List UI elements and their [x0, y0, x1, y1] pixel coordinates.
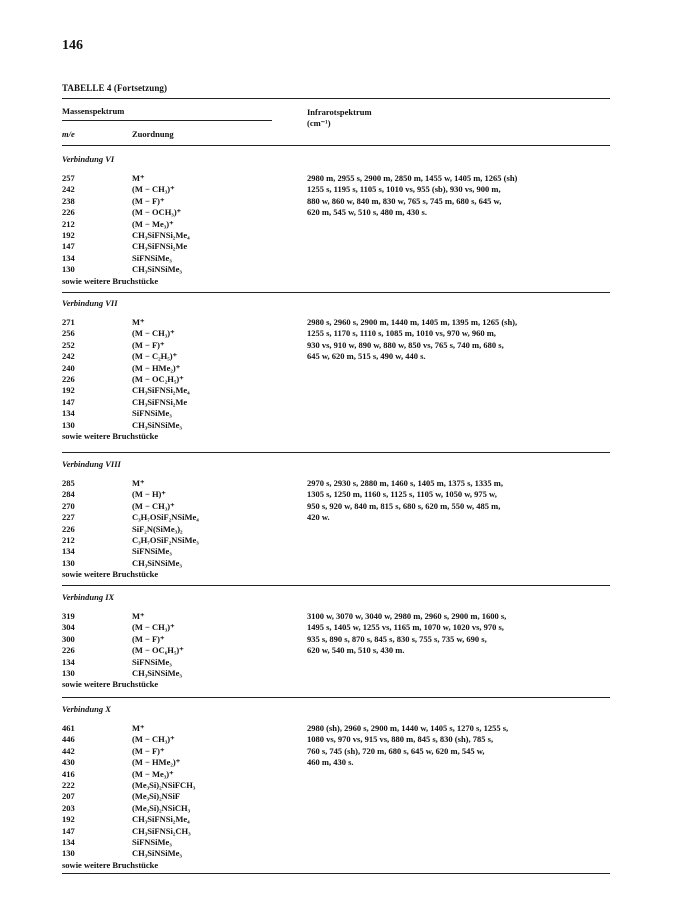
mass-rows: [62, 723, 622, 871]
me-value: 284: [62, 489, 75, 500]
me-value: 192: [62, 385, 75, 396]
fragment-assignment: M⁺: [132, 611, 145, 621]
mass-row: [62, 668, 622, 679]
me-value: 212: [62, 534, 75, 545]
mass-row: [62, 837, 622, 848]
fragment-assignment: (M − F)⁺: [132, 745, 165, 756]
mass-row: [62, 657, 622, 668]
mass-row: [62, 374, 622, 385]
section-title: Verbindung VI: [62, 154, 115, 164]
mass-row: [62, 264, 622, 275]
ir-spectrum-text: [307, 173, 637, 219]
fragment-assignment: (M − OC₂H₅)⁺: [132, 373, 184, 384]
mass-row: [62, 546, 622, 557]
compound-section-ix: [62, 591, 622, 691]
fragment-assignment: (M − CH₃)⁺: [132, 500, 175, 511]
mass-row: [62, 780, 622, 791]
ir-line: 460 m, 430 s.: [307, 757, 354, 768]
fragment-assignment: (Me₃Si)₂NSiF: [132, 791, 181, 802]
mass-row: [62, 397, 622, 408]
fragment-assignment: (M − CH₃)⁺: [132, 734, 175, 745]
me-value: 203: [62, 802, 75, 813]
fragment-assignment: (M − HMe₂)⁺: [132, 757, 181, 768]
table-end-rule: [62, 873, 610, 874]
me-value: 442: [62, 745, 75, 756]
me-value: 222: [62, 779, 75, 790]
me-value: 130: [62, 557, 75, 568]
me-value: 130: [62, 264, 75, 275]
table-title: TABELLE 4 (Fortsetzung): [62, 83, 168, 93]
me-value: 192: [62, 814, 75, 825]
header-assignment: Zuordnung: [132, 129, 174, 139]
mass-row: [62, 253, 622, 264]
mass-row: [62, 791, 622, 802]
fragment-assignment: (M − Me₃)⁺: [132, 768, 174, 779]
fragment-assignment: (Me₃Si)₂NSiCH₃: [132, 802, 191, 813]
me-value: 134: [62, 252, 75, 263]
me-value: 212: [62, 218, 75, 229]
fragment-assignment: CH₃SiFNSi₂CH₃: [132, 825, 191, 836]
mass-row: [62, 363, 622, 374]
me-value: 147: [62, 825, 75, 836]
further-fragments-note: sowie weitere Bruchstücke: [62, 859, 159, 870]
mass-rows: [62, 317, 622, 442]
fragment-assignment: M⁺: [132, 173, 145, 183]
me-value: 134: [62, 408, 75, 419]
fragment-assignment: (M − CH₃)⁺: [132, 184, 175, 195]
fragment-assignment: CH₃SiFNSi₂Me: [132, 396, 188, 407]
me-value: 130: [62, 667, 75, 678]
compound-section-viii: [62, 458, 622, 581]
section-title: Verbindung IX: [62, 592, 115, 602]
further-fragments-note: sowie weitere Bruchstücke: [62, 569, 159, 580]
mass-row: [62, 219, 622, 230]
top-rule: [62, 98, 610, 99]
me-value: 252: [62, 339, 75, 350]
me-value: 238: [62, 195, 75, 206]
fragment-assignment: (M − H)⁺: [132, 489, 166, 500]
fragment-assignment: SiFNSiMe₃: [132, 408, 172, 419]
fragment-assignment: CH₃SiFNSi₂Me: [132, 241, 188, 252]
ir-spectrum-text: [307, 317, 637, 363]
me-value: 242: [62, 351, 75, 362]
ir-line: 2970 s, 2930 s, 2880 m, 1460 s, 1405 m, 1375 s, 1335 m,: [307, 478, 503, 488]
mass-row: [62, 814, 622, 825]
ir-line: 1255 s, 1195 s, 1105 s, 1010 vs, 955 (sb), 930 vs, 900 m,: [307, 184, 501, 195]
fragment-assignment: SiFNSiMe₃: [132, 546, 172, 557]
compound-section-vi: [62, 153, 622, 287]
header-ir-spectrum: Infrarotspektrum: [307, 107, 372, 117]
ir-line: 2980 m, 2955 s, 2900 m, 2850 m, 1455 w, 1405 m, 1265 (sh): [307, 173, 518, 183]
section-divider: [62, 452, 610, 453]
me-value: 226: [62, 645, 75, 656]
fragment-assignment: (M − HMe₂)⁺: [132, 362, 181, 373]
me-value: 285: [62, 478, 75, 488]
ir-line: 2980 s, 2960 s, 2900 m, 1440 m, 1405 m, 1395 m, 1265 (sh),: [307, 317, 518, 327]
fragment-assignment: SiFNSiMe₃: [132, 252, 172, 263]
mass-row: [62, 558, 622, 569]
me-value: 227: [62, 512, 75, 523]
header-me: m/e: [62, 129, 75, 139]
header-bottom-rule: [62, 145, 610, 146]
me-value: 300: [62, 633, 75, 644]
me-value: 130: [62, 419, 75, 430]
mass-row: [62, 230, 622, 241]
fragment-assignment: CH₃SiFNSi₂Me₄: [132, 814, 190, 825]
ir-line: 1305 s, 1250 m, 1160 s, 1125 s, 1105 w, 1050 w, 975 w,: [307, 489, 497, 500]
fragment-assignment: (M − CH₃)⁺: [132, 622, 175, 633]
mass-row: [62, 241, 622, 252]
mass-row: [62, 769, 622, 780]
fragment-assignment: SiFNSiMe₃: [132, 656, 172, 667]
fragment-assignment: CH₃SiNSiMe₃: [132, 667, 182, 678]
ir-line: 1080 vs, 970 vs, 915 vs, 880 m, 845 s, 830 (sh), 785 s,: [307, 734, 494, 745]
fragment-assignment: C₃H₇OSiF₂NSiMe₄: [132, 512, 199, 523]
ir-line: 880 w, 860 w, 840 m, 830 w, 765 s, 745 m, 680 s, 645 w,: [307, 195, 502, 206]
me-value: 319: [62, 611, 75, 621]
section-title: Verbindung VII: [62, 298, 118, 308]
ir-line: 420 w.: [307, 512, 330, 523]
further-fragments-note: sowie weitere Bruchstücke: [62, 430, 159, 441]
fragment-assignment: (M − F)⁺: [132, 339, 165, 350]
ir-line: 620 m, 545 w, 510 s, 480 m, 430 s.: [307, 207, 427, 218]
section-title: Verbindung VIII: [62, 459, 121, 469]
fragment-assignment: (Me₃Si)₂NSiFCH₃: [132, 779, 196, 790]
ir-line: 3100 w, 3070 w, 3040 w, 2980 m, 2960 s, 2900 m, 1600 s,: [307, 611, 507, 621]
fragment-assignment: CH₃SiFNSi₂Me₄: [132, 229, 190, 240]
section-divider: [62, 292, 610, 293]
ir-line: 935 s, 890 s, 870 s, 845 s, 830 s, 755 s, 735 w, 690 s,: [307, 633, 487, 644]
section-divider: [62, 697, 610, 698]
me-value: 207: [62, 791, 75, 802]
me-value: 270: [62, 500, 75, 511]
fragment-assignment: M⁺: [132, 317, 145, 327]
me-value: 430: [62, 757, 75, 768]
fragment-assignment: CH₃SiNSiMe₃: [132, 848, 182, 859]
mass-row: [62, 408, 622, 419]
further-fragments-note: sowie weitere Bruchstücke: [62, 275, 159, 286]
fragment-assignment: C₃H₇OSiF₂NSiMe₃: [132, 534, 199, 545]
mass-rows: [62, 173, 622, 287]
header-subrule: [62, 120, 272, 121]
ir-line: 950 s, 920 w, 840 m, 815 s, 680 s, 620 m, 550 w, 485 m,: [307, 500, 501, 511]
me-value: 240: [62, 362, 75, 373]
mass-rows: [62, 611, 622, 691]
fragment-assignment: (M − F)⁺: [132, 633, 165, 644]
mass-row: [62, 524, 622, 535]
me-value: 147: [62, 241, 75, 252]
me-value: 304: [62, 622, 75, 633]
me-value: 257: [62, 173, 75, 183]
page-number: 146: [62, 38, 83, 53]
ir-line: 2980 (sh), 2960 s, 2900 m, 1440 w, 1405 s, 1270 s, 1255 s,: [307, 723, 509, 733]
fragment-assignment: (M − F)⁺: [132, 195, 165, 206]
fragment-assignment: (M − CH₃)⁺: [132, 328, 175, 339]
ir-line: 1495 s, 1405 w, 1255 vs, 1165 m, 1070 w, 1020 vs, 970 s,: [307, 622, 504, 633]
me-value: 134: [62, 836, 75, 847]
me-value: 416: [62, 768, 75, 779]
mass-row: [62, 826, 622, 837]
ir-spectrum-text: [307, 478, 637, 524]
further-fragments-note: sowie weitere Bruchstücke: [62, 679, 159, 690]
fragment-assignment: (M − C₂H₅)⁺: [132, 351, 178, 362]
fragment-assignment: CH₃SiNSiMe₃: [132, 557, 182, 568]
fragment-assignment: M⁺: [132, 478, 145, 488]
mass-rows: [62, 478, 622, 581]
compound-section-vii: [62, 297, 622, 442]
me-value: 134: [62, 656, 75, 667]
fragment-assignment: SiF₂N(SiMe₃)₂: [132, 523, 183, 534]
me-value: 226: [62, 207, 75, 218]
fragment-assignment: CH₃SiNSiMe₃: [132, 264, 182, 275]
me-value: 256: [62, 328, 75, 339]
fragment-assignment: CH₃SiNSiMe₃: [132, 419, 182, 430]
compound-section-x: [62, 703, 622, 871]
ir-line: 1255 s, 1170 s, 1110 s, 1085 m, 1010 vs, 970 w, 960 m,: [307, 328, 496, 339]
ir-line: 645 w, 620 m, 515 s, 490 w, 440 s.: [307, 351, 426, 362]
me-value: 192: [62, 229, 75, 240]
header-ir-unit: (cm⁻¹): [307, 118, 331, 128]
ir-line: 930 vs, 910 w, 890 w, 880 w, 850 vs, 765 s, 740 m, 680 s,: [307, 339, 504, 350]
header-mass-spectrum: Massenspektrum: [62, 106, 125, 116]
ir-line: 760 s, 745 (sh), 720 m, 680 s, 645 w, 620 m, 545 w,: [307, 745, 485, 756]
me-value: 461: [62, 723, 75, 733]
mass-row: [62, 535, 622, 546]
mass-row: [62, 803, 622, 814]
me-value: 226: [62, 373, 75, 384]
me-value: 147: [62, 396, 75, 407]
fragment-assignment: CH₃SiFNSi₂Me₄: [132, 385, 190, 396]
me-value: 226: [62, 523, 75, 534]
ir-spectrum-text: [307, 723, 637, 769]
ir-spectrum-text: [307, 611, 637, 657]
me-value: 446: [62, 734, 75, 745]
mass-row: [62, 420, 622, 431]
fragment-assignment: M⁺: [132, 723, 145, 733]
me-value: 134: [62, 546, 75, 557]
me-value: 130: [62, 848, 75, 859]
fragment-assignment: SiFNSiMe₃: [132, 836, 172, 847]
fragment-assignment: (M − Me₃)⁺: [132, 218, 174, 229]
fragment-assignment: (M − OCH₃)⁺: [132, 207, 182, 218]
me-value: 271: [62, 317, 75, 327]
section-title: Verbindung X: [62, 704, 111, 714]
section-divider: [62, 585, 610, 586]
ir-line: 620 w, 540 m, 510 s, 430 m.: [307, 645, 405, 656]
mass-row: [62, 848, 622, 859]
fragment-assignment: (M − OC₆H₅)⁺: [132, 645, 184, 656]
mass-row: [62, 385, 622, 396]
me-value: 242: [62, 184, 75, 195]
